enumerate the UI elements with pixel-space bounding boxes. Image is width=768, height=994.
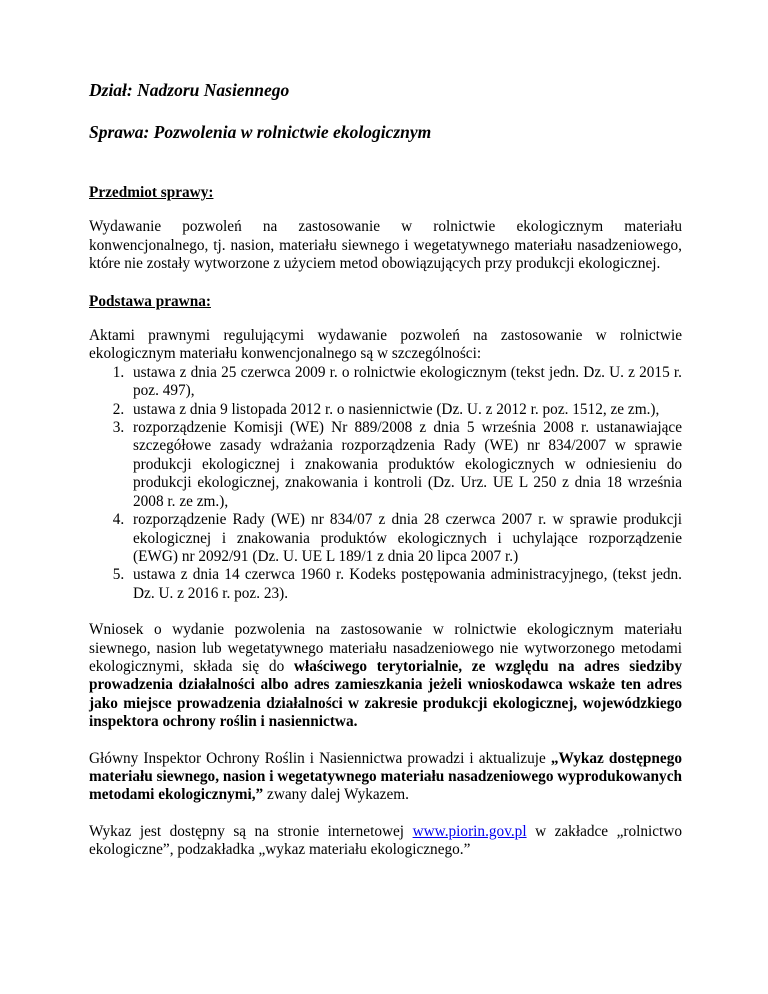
- registry-text-end: zwany dalej Wykazem.: [263, 786, 409, 804]
- case-title: Sprawa: Pozwolenia w rolnictwie ekologicznym: [89, 122, 432, 142]
- list-item: 2. ustawa z dnia 9 listopada 2012 r. o nasiennictwie (Dz. U. z 2012 r. poz. 1512, ze zm.),: [128, 401, 682, 419]
- application-authority: właściwego terytorialnie, ze względu na adres siedziby prowadzenia działalności albo adres zamieszkania jeżeli wnioskodawca wskaże ten adres jako miejsce prowadzenia działalności w zakresie produkcji ekologicznej, wojewódzkiego inspektora ochrony roślin i nasiennictwa.: [89, 657, 682, 731]
- legal-basis-intro: Aktami prawnymi regulującymi wydawanie pozwoleń na zastosowanie w rolnictwie ekologicznym materiału konwencjonalnego są w szczególności:: [89, 327, 682, 363]
- availability-text-end: w zakładce „rolnictwo ekologiczne”, podzakładka „wykaz materiału ekologicznego.”: [89, 822, 682, 859]
- registry-text-start: Główny Inspektor Ochrony Roślin i Nasiennictwa prowadzi i aktualizuje: [89, 749, 551, 767]
- subject-text: Wydawanie pozwoleń na zastosowanie w rolnictwie ekologicznym materiału konwencjonalnego, tj. nasion, materiału siewnego i wegetatywnego materiału nasadzeniowego, które nie zostały wytworzone z użyciem metod obowiązujących przy produkcji ekologicznej.: [89, 218, 682, 273]
- legal-basis-heading: Podstawa prawna:: [89, 292, 211, 310]
- list-item: 3. rozporządzenie Komisji (WE) Nr 889/2008 z dnia 5 września 2008 r. ustanawiające szczegółowe zasady wdrażania rozporządzenia Rady (WE) nr 834/2007 w sprawie produkcji ekologicznej i znakowania produktów ekologicznych w odniesieniu do produkcji ekologicznej, znakowania i kontroli (Dz. Urz. UE L 250 z dnia 18 września 2008 r. ze zm.),: [128, 419, 682, 511]
- availability-text-start: Wykaz jest dostępny są na stronie internetowej: [89, 822, 413, 840]
- application-text: Wniosek o wydanie pozwolenia na zastosowanie w rolnictwie ekologicznym materiału siewnego, nasion lub wegetatywnego materiału nasadzeniowego nie wytworzonego metodami ekologicznymi, składa się do: [89, 621, 682, 675]
- department-title: Dział: Nadzoru Nasiennego: [89, 80, 290, 100]
- availability-paragraph: [89, 823, 682, 860]
- list-item: 4. rozporządzenie Rady (WE) nr 834/07 z dnia 28 czerwca 2007 r. w sprawie produkcji ekologicznej i znakowania produktów ekologicznych i uchylające rozporządzenie (EWG) nr 2092/91 (Dz. U. UE L 189/1 z dnia 20 lipca 2007 r.): [128, 511, 682, 566]
- registry-name: „Wykaz dostępnego materiału siewnego, nasion i wegetatywnego materiału nasadzeniowego wyprodukowanych metodami ekologicznymi,”: [89, 749, 683, 804]
- subject-heading: Przedmiot sprawy:: [89, 184, 214, 201]
- list-item: 1. ustawa z dnia 25 czerwca 2009 r. o rolnictwie ekologicznym (tekst jedn. Dz. U. z 2015 r. poz. 497),: [128, 364, 682, 401]
- legal-acts-list: [89, 364, 682, 603]
- application-paragraph: [89, 621, 682, 731]
- registry-paragraph: [89, 750, 682, 805]
- list-item: 5. ustawa z dnia 14 czerwca 1960 r. Kodeks postępowania administracyjnego, (tekst jedn. Dz. U. z 2016 r. poz. 23).: [128, 566, 682, 603]
- piorin-website-link[interactable]: www.piorin.gov.pl: [412, 822, 527, 840]
